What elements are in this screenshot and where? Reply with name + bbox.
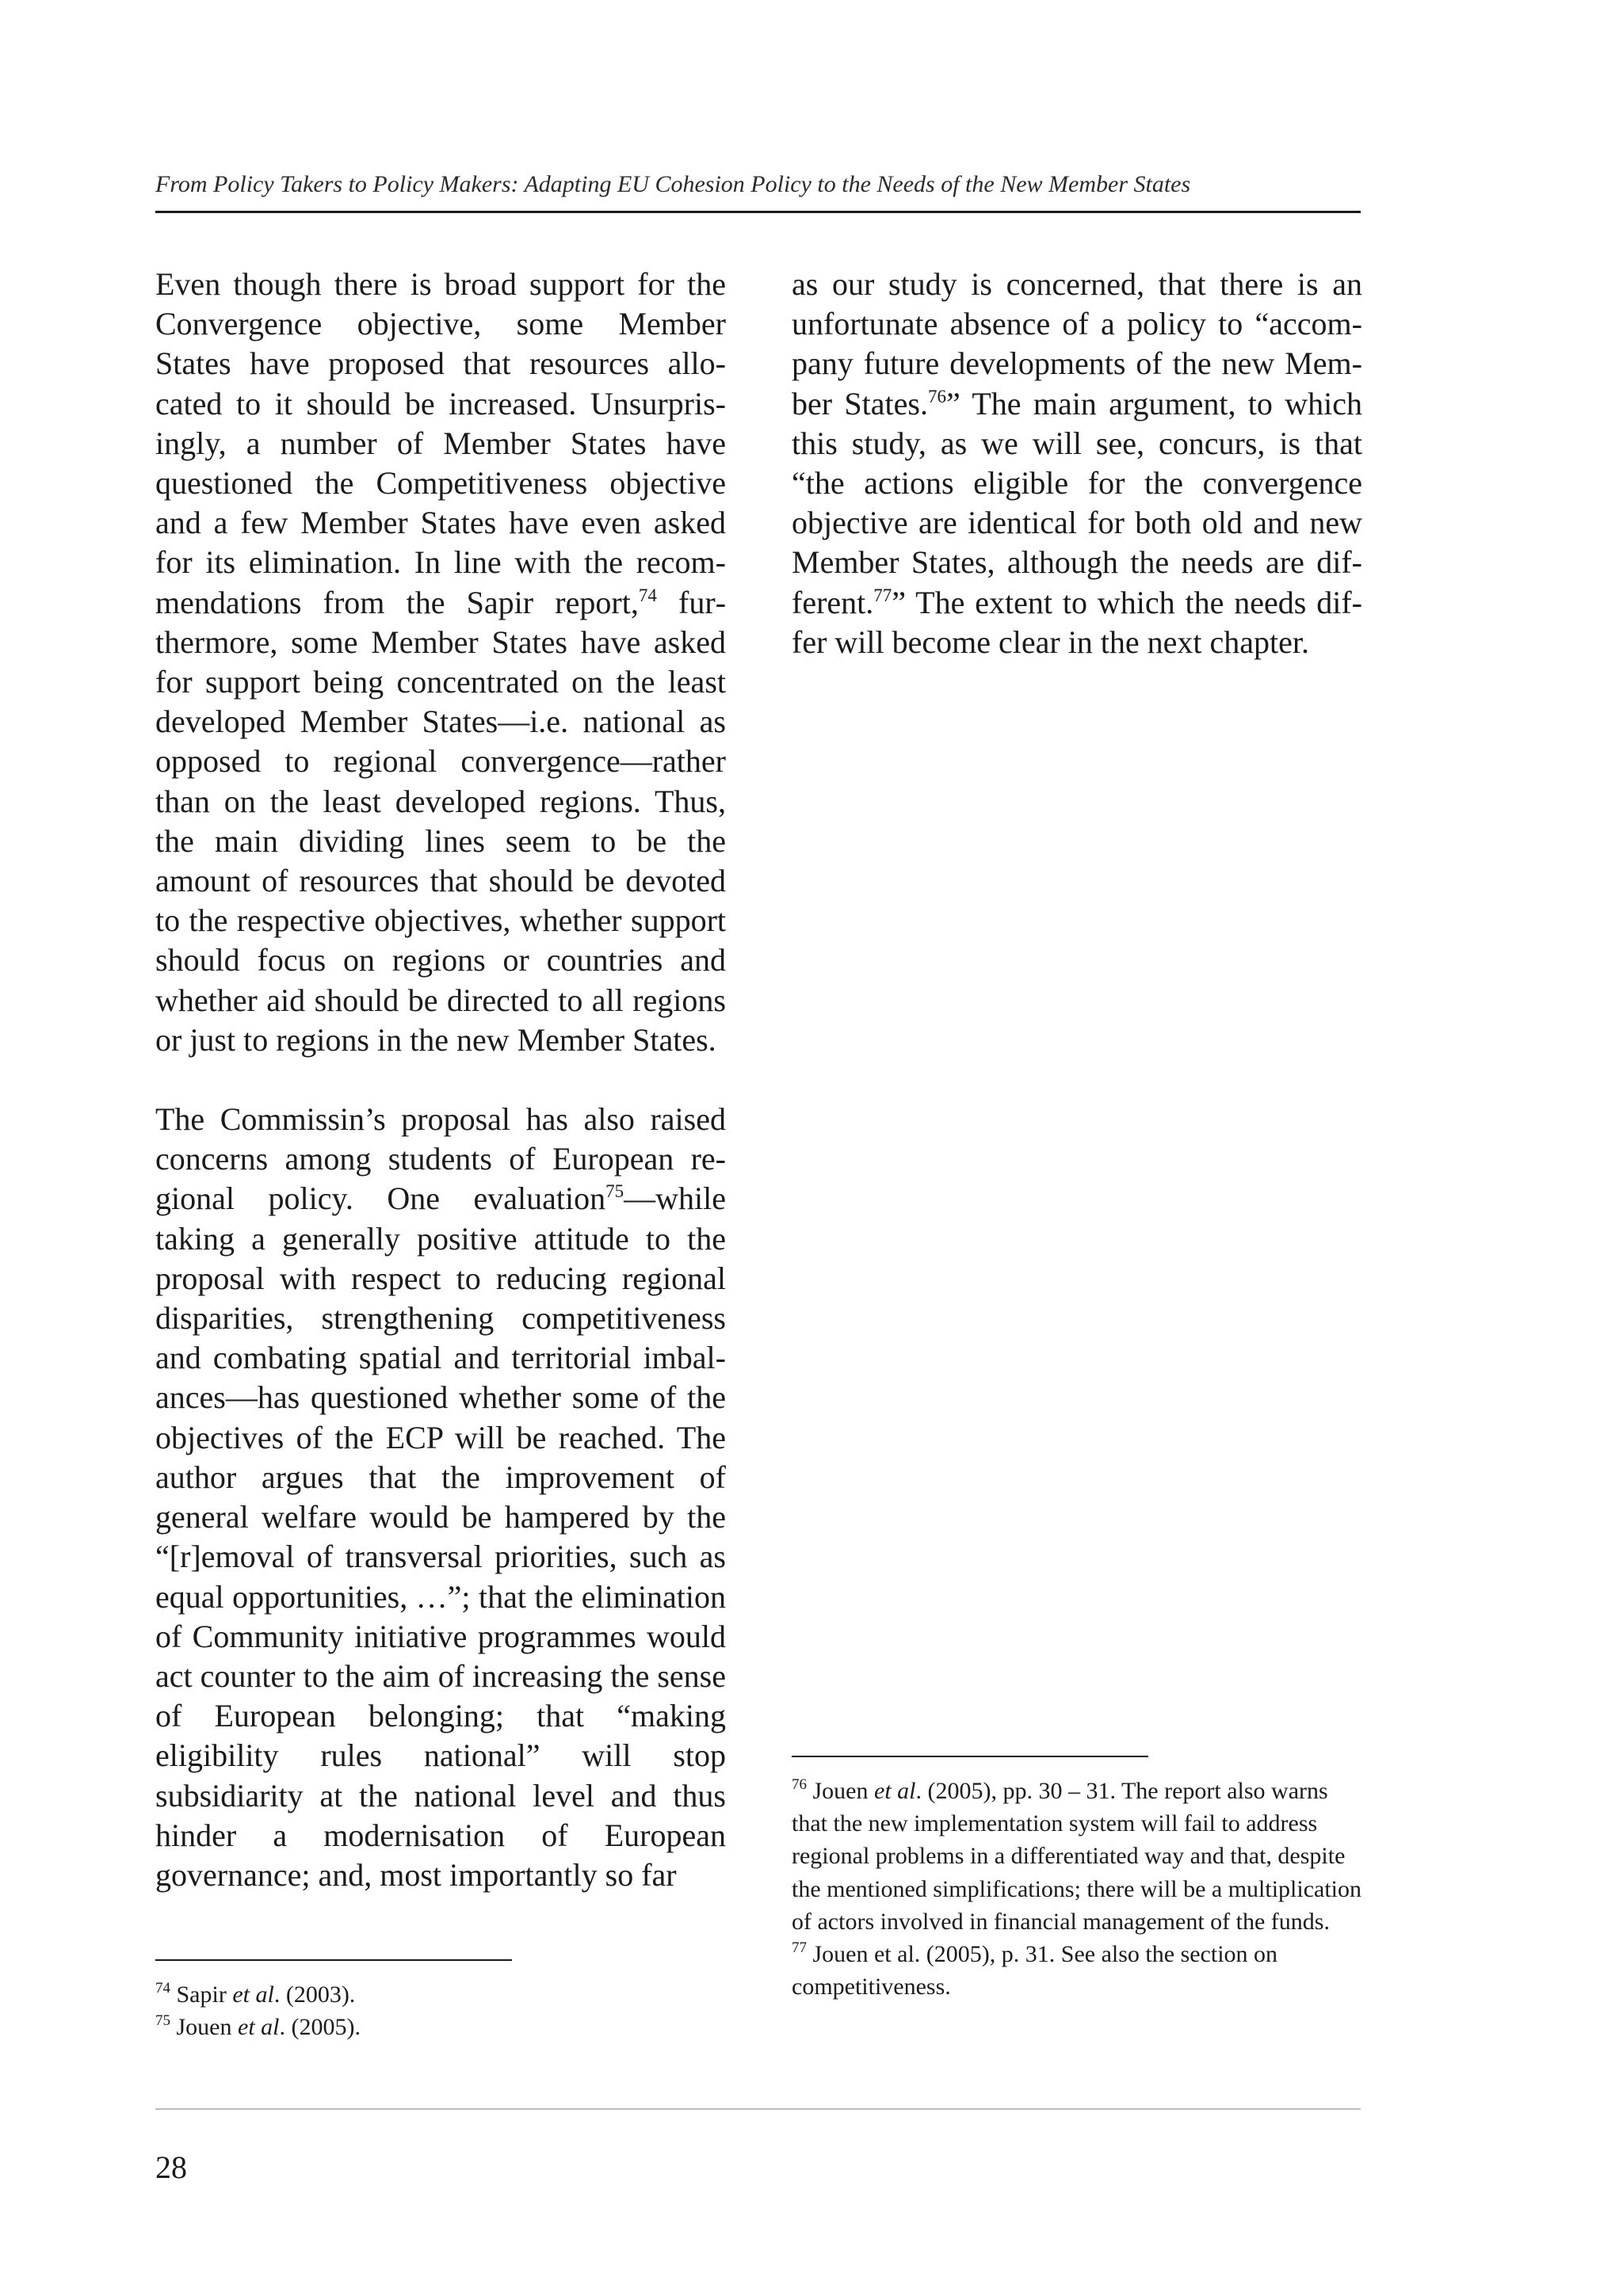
header-rule (155, 211, 1361, 213)
left-column (155, 265, 726, 1895)
footnote-ref-74[interactable]: 74 (638, 585, 657, 605)
footer-rule (155, 2108, 1361, 2110)
footnotes-left (155, 1978, 726, 2043)
page-number: 28 (155, 2149, 187, 2185)
footnote-74: $^{74}$ Sapir et al. (2003). (155, 1980, 356, 2008)
footnote-ref-77[interactable]: 77 (873, 585, 892, 605)
paragraph-3: as our study is concerned, that there is an unfortunate absence of a policy to “accompany future developments of the new Member States.$^{76}$” The main argument, to which this study, as we will see, concurs, is that “the actions eligible for the convergence objective are identical for both old and new Member States, although the needs are different.$^{77}$” The extent to which the needs differ will become clear in the next chapter. (792, 266, 1362, 660)
footnote-76: $^{76}$ Jouen et al. (2005), pp. 30 – 31. The report also warns that the new implementation system will fail to address regional problems in a differentiated way and that, despite the mentioned simplifications; there will be a multiplication of actors involved in financial management of the funds. (792, 1776, 1362, 1935)
footnote-ref-76[interactable]: 76 (927, 386, 946, 406)
paragraph-1: Even though there is broad support for the Convergence objective, some Member States have proposed that resources allocated to it should be increased. Unsurprisingly, a number of Member States have questioned the Competitiveness objective and a few Member States have even asked for its elimination. In line with the recommendations from the Sapir report,$^{74}$ furthermore, some Member States have asked for support being concentrated on the least developed Member States—i.e. national as opposed to regional convergence—rather than on the least developed regions. Thus, the main dividing lines seem to be the amount of resources that should be devoted to the respective objectives, whether support should focus on regions or countries and whether aid should be directed to all regions or just to regions in the new Member States. (155, 266, 727, 1058)
footnote-separator-left (155, 1959, 512, 1961)
paragraph-2: The Commissin’s proposal has also raised concerns among students of European regional policy. One evaluation$^{75}$—while taking a generally positive attitude to the proposal with respect to reducing regional disparities, strengthening competitiveness and combating spatial and territorial imbalances—has questioned whether some of the objectives of the ECP will be reached. The author argues that the improvement of general welfare would be hampered by the “[r]emoval of transversal priorities, such as equal opportunities, …”; that the elimination of Community initiative programmes would act counter to the aim of increasing the sense of European belonging; that “making eligibility rules national” will stop subsidiarity at the national level and thus hinder a modernisation of European governance; and, most importantly so far (155, 1101, 726, 1893)
footnote-77: $^{77}$ Jouen et al. (2005), p. 31. See also the section on competitiveness. (792, 1939, 1278, 2000)
footnotes-right (792, 1775, 1362, 2003)
running-header: From Policy Takers to Policy Makers: Adapting EU Cohesion Policy to the Needs of the New Member States (155, 171, 1191, 197)
footnote-75: $^{75}$ Jouen et al. (2005). (155, 2012, 361, 2041)
footnote-separator-right (792, 1756, 1148, 1757)
right-column (792, 265, 1362, 662)
footnote-ref-75[interactable]: 75 (605, 1181, 624, 1202)
